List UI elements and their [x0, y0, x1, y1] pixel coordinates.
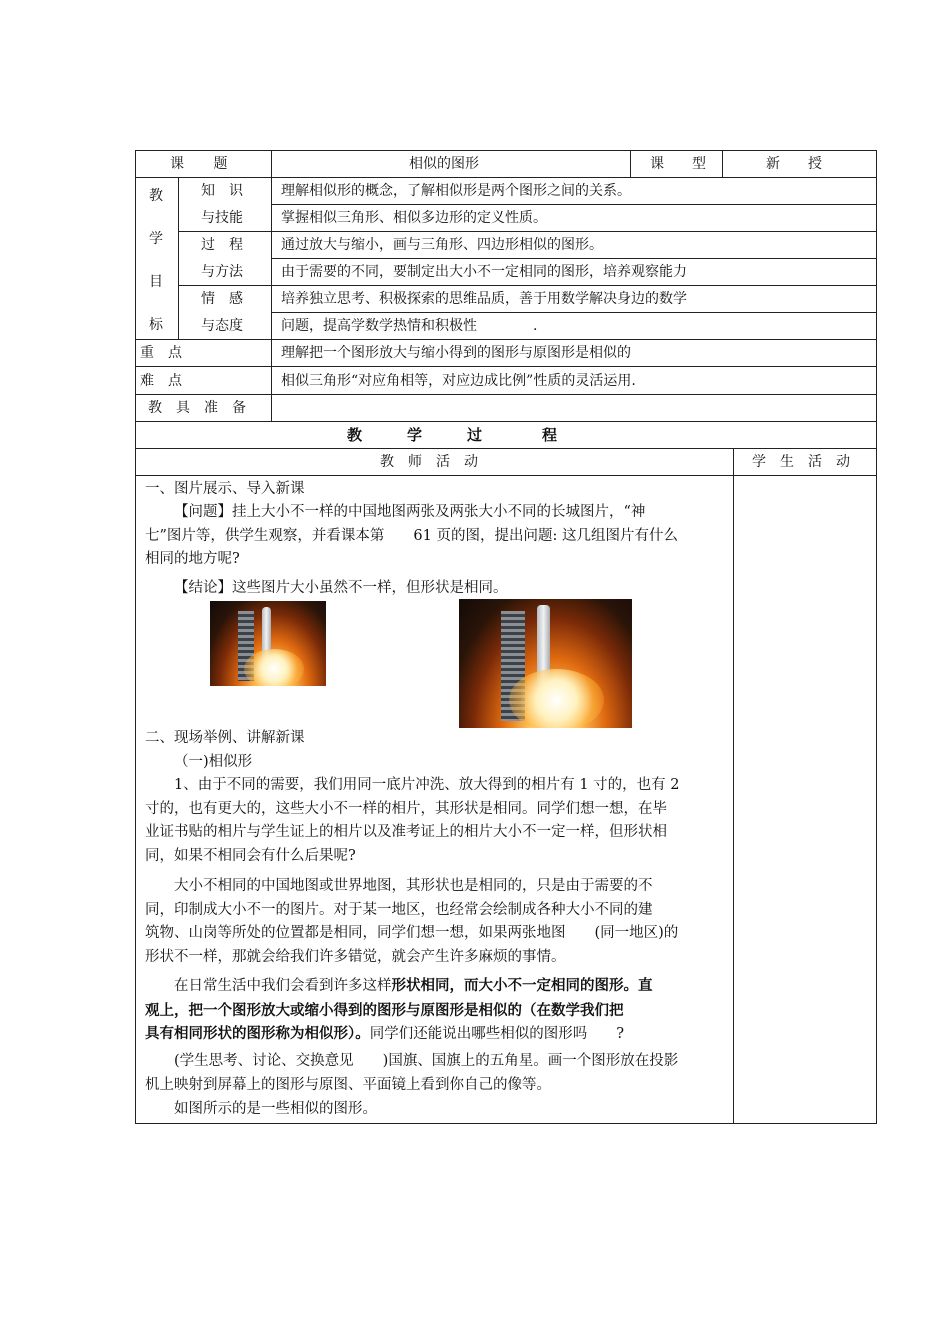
student-activity-header: 学 生 活 动 [752, 454, 850, 470]
key-point-value: 理解把一个图形放大与缩小得到的图形与原图形是相似的 [281, 345, 631, 361]
topic-label: 课 题 [170, 156, 228, 172]
paragraph-3-normal: 在日常生活中我们会看到许多这样 [174, 978, 392, 994]
paragraph-1-line-4: 同，如果不相同会有什么后果呢? [145, 847, 356, 864]
paragraph-2-line-3: 筑物、山岗等所处的位置都是相同，同学们想一想，如果两张地图 (同一地区)的 [145, 925, 679, 941]
paragraph-3-line-3 [145, 1022, 727, 1047]
paragraph-4 [145, 1050, 727, 1097]
paragraph-5 [145, 1098, 727, 1122]
type-label: 课 型 [650, 156, 706, 172]
section-1-heading [145, 478, 727, 502]
paragraph-2-line-2: 同，印制成大小不一的图片。对于某一地区，也经常会绘制成各种大小不同的建 [145, 901, 653, 918]
paragraph-5-text: 如图所示的是一些相似的图形。 [174, 1101, 377, 1117]
paragraph-4-line-2: 机上映射到屏幕上的图形与原图、平面镜上看到你自己的像等。 [145, 1076, 551, 1093]
process-title: 教 学 过 程 [347, 426, 558, 444]
paragraph-2-line-1: 大小不相同的中国地图或世界地图，其形状也是相同的，只是由于需要的不 [174, 878, 653, 894]
section-2-text: 二、现场举例、讲解新课 [145, 730, 305, 746]
objectives-side-label-1: 教 [149, 188, 163, 204]
rocket-launch-photo-large [459, 599, 632, 728]
question-line-1: 【问题】挂上大小不一样的中国地图两张及两张大小不同的长城图片，“神 [174, 504, 646, 520]
teacher-activity-header: 教 师 活 动 [380, 454, 478, 470]
objectives-side-label-3: 目 [149, 274, 163, 290]
conclusion-paragraph [145, 577, 727, 601]
rocket-launch-photo-small [210, 601, 326, 686]
materials-label: 教 具 准 备 [148, 400, 246, 416]
process-objective-2: 由于需要的不同，要制定出大小不一定相同的图形，培养观察能力 [281, 264, 687, 280]
launch-flame [244, 649, 304, 686]
process-category-line1: 过 程 [201, 237, 243, 253]
subsection-1-text: （一)相似形 [174, 753, 253, 770]
question-line-2: 七”图片等，供学生观察，并看课本第 61 页的图，提出问题: 这几组图片有什么 [145, 527, 678, 544]
attitude-objective-1: 培养独立思考、积极探索的思维品质，善于用数学解决身边的数学 [281, 291, 687, 307]
topic-value: 相似的图形 [409, 156, 479, 172]
paragraph-1-line-2: 寸的，也有更大的，这些大小不一样的相片，其形状是相同。同学们想一想，在毕 [145, 800, 667, 817]
knowledge-category-line2: 与技能 [201, 210, 243, 226]
paragraph-3-tail: 同学们还能说出哪些相似的图形吗 ? [369, 1026, 625, 1042]
key-point-label: 重 点 [140, 345, 182, 361]
knowledge-category-line1: 知 识 [201, 183, 243, 199]
question-paragraph [145, 501, 727, 572]
paragraph-1 [145, 774, 727, 868]
paragraph-3-bold-3: 具有相同形状的图形称为相似形）。 [145, 1025, 370, 1042]
attitude-category-line1: 情 感 [201, 291, 243, 307]
knowledge-objective-2: 掌握相似三角形、相似多边形的定义性质。 [281, 210, 547, 226]
section-1-text: 一、图片展示、导入新课 [145, 481, 305, 497]
attitude-category-line2: 与态度 [201, 318, 243, 334]
paragraph-2 [145, 875, 727, 969]
process-objective-1: 通过放大与缩小，画与三角形、四边形相似的图形。 [281, 237, 603, 253]
objectives-side-label-2: 学 [149, 231, 163, 247]
question-line-3: 相同的地方呢? [145, 551, 240, 567]
type-value: 新 授 [766, 156, 822, 172]
objectives-side-label-4: 标 [149, 317, 163, 333]
paragraph-3 [145, 974, 727, 1047]
paragraph-3-line-1 [145, 974, 727, 999]
section-2-heading [145, 727, 727, 774]
difficulty-label: 难 点 [140, 373, 182, 389]
difficulty-value: 相似三角形“对应角相等，对应边成比例”性质的灵活运用. [281, 373, 636, 389]
paragraph-1-line-3: 业证书贴的相片与学生证上的相片以及准考证上的相片大小不一定一样，但形状相 [145, 824, 667, 840]
paragraph-4-line-1: (学生思考、讨论、交换意见 )国旗、国旗上的五角星。画一个图形放在投影 [174, 1053, 679, 1069]
paragraph-3-bold-1: 形状相同，而大小不一定相同的图形。直 [391, 977, 653, 994]
paragraph-2-line-4: 形状不一样，那就会给我们许多错觉，就会产生许多麻烦的事情。 [145, 948, 566, 965]
paragraph-3-bold-2: 观上，把一个图形放大或缩小得到的图形与原图形是相似的（在数学我们把 [145, 1001, 624, 1019]
conclusion-text: 【结论】这些图片大小虽然不一样，但形状是相同。 [174, 580, 508, 596]
paragraph-1-line-1: 1、由于不同的需要，我们用同一底片冲洗、放大得到的相片有 1 寸的，也有 2 [174, 777, 680, 793]
attitude-objective-2: 问题，提高学数学热情和积极性 . [281, 318, 538, 334]
launch-flame [509, 669, 604, 728]
process-category-line2: 与方法 [201, 264, 243, 280]
knowledge-objective-1: 理解相似形的概念，了解相似形是两个图形之间的关系。 [281, 183, 631, 199]
student-activity-column [734, 476, 875, 1122]
